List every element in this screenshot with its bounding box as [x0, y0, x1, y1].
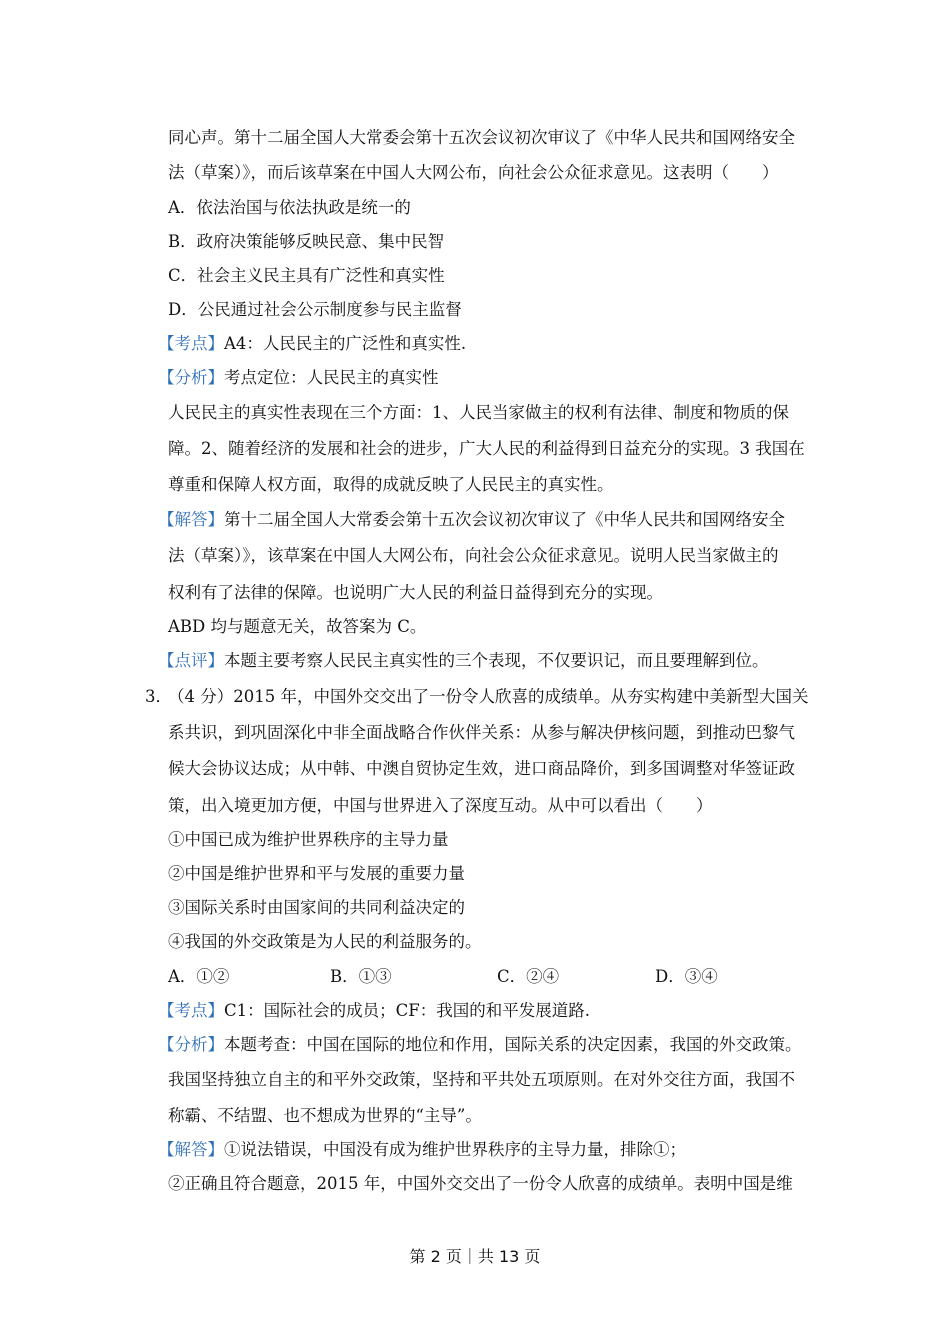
q3-fenxi-line-2: 我国坚持独立自主的和平外交政策，坚持和平共处五项原则。在对外交往方面，我国不 — [168, 1070, 795, 1089]
q3-kaodian — [158, 1000, 590, 1022]
q3-fenxi-line-3: 称霸、不结盟、也不想成为世界的“主导”。 — [168, 1106, 482, 1125]
q3-choice-c: C．②④ — [497, 967, 560, 986]
fenxi-tag: 【分析】 — [158, 1035, 224, 1054]
fenxi-text: 考点定位：人民民主的真实性 — [224, 368, 439, 387]
q2-jieda-line-3: 权利有了法律的保障。也说明广大人民的利益日益得到充分的实现。 — [168, 583, 663, 602]
q3-item-2: ②中国是维护世界和平与发展的重要力量 — [168, 864, 465, 883]
q2-dianping — [158, 650, 769, 672]
q2-option-a: A．依法治国与依法执政是统一的 — [168, 198, 411, 217]
q3-stem-line-1: （4 分）2015 年，中国外交交出了一份令人欣喜的成绩单。从夯实构建中美新型大国关 — [168, 687, 809, 706]
kaodian-text: C1：国际社会的成员；CF：我国的和平发展道路. — [224, 1001, 590, 1020]
q3-stem-line-4: 策，出入境更加方便，中国与世界进入了深度互动。从中可以看出（ ） — [168, 796, 713, 815]
q2-fenxi-line-3: 障。2、随着经济的发展和社会的进步，广大人民的利益得到日益充分的实现。3 我国在 — [168, 439, 805, 458]
dianping-tag: 【点评】 — [158, 651, 224, 670]
q3-jieda-line-2: ②正确且符合题意，2015 年，中国外交交出了一份令人欣喜的成绩单。表明中国是维 — [168, 1174, 793, 1193]
dianping-text: 本题主要考察人民民主真实性的三个表现，不仅要识记，而且要理解到位。 — [224, 651, 769, 670]
q2-kaodian — [158, 333, 466, 355]
kaodian-tag: 【考点】 — [158, 1001, 224, 1020]
q3-choice-d: D．③④ — [655, 967, 718, 986]
fenxi-text: 本题考查：中国在国际的地位和作用，国际关系的决定因素，我国的外交政策。 — [224, 1035, 802, 1054]
q2-stem-line-1: 同心声。第十二届全国人大常委会第十五次会议初次审议了《中华人民共和国网络安全 — [168, 128, 795, 147]
kaodian-tag: 【考点】 — [158, 334, 224, 353]
q2-fenxi-line-2: 人民民主的真实性表现在三个方面：1、人民当家做主的权利有法律、制度和物质的保 — [168, 403, 789, 422]
fenxi-tag: 【分析】 — [158, 368, 224, 387]
jieda-text: 第十二届全国人大常委会第十五次会议初次审议了《中华人民共和国网络安全 — [224, 510, 785, 529]
q2-jieda-line-4: ABD 均与题意无关，故答案为 C。 — [168, 617, 427, 636]
jieda-tag: 【解答】 — [158, 510, 224, 529]
q2-fenxi — [158, 367, 439, 389]
page-footer: 第 2 页｜共 13 页 — [409, 1247, 541, 1266]
jieda-text: ①说法错误，中国没有成为维护世界秩序的主导力量，排除①； — [224, 1140, 686, 1159]
q2-fenxi-line-4: 尊重和保障人权方面，取得的成就反映了人民民主的真实性。 — [168, 475, 614, 494]
q2-option-d: D．公民通过社会公示制度参与民主监督 — [168, 300, 462, 319]
q2-stem-line-2: 法（草案）》，而后该草案在中国人大网公布，向社会公众征求意见。这表明（ ） — [168, 163, 779, 182]
kaodian-text: A4：人民民主的广泛性和真实性. — [224, 334, 467, 353]
q2-option-b: B．政府决策能够反映民意、集中民智 — [168, 232, 445, 251]
q2-option-c: C．社会主义民主具有广泛性和真实性 — [168, 266, 445, 285]
q3-stem-line-2: 系共识，到巩固深化中非全面战略合作伙伴关系：从参与解决伊核问题，到推动巴黎气 — [168, 723, 795, 742]
q3-fenxi — [158, 1034, 802, 1056]
q3-item-3: ③国际关系时由国家间的共同利益决定的 — [168, 898, 465, 917]
q3-jieda — [158, 1139, 686, 1161]
q3-choice-b: B．①③ — [330, 967, 392, 986]
jieda-tag: 【解答】 — [158, 1140, 224, 1159]
q2-jieda-line-2: 法（草案）》，该草案在中国人大网公布，向社会公众征求意见。说明人民当家做主的 — [168, 546, 779, 565]
q2-jieda — [158, 509, 785, 531]
q3-number: 3． — [145, 687, 172, 706]
q3-choice-a: A．①② — [168, 967, 230, 986]
q3-item-1: ①中国已成为维护世界秩序的主导力量 — [168, 830, 449, 849]
q3-stem-line-3: 候大会协议达成；从中韩、中澳自贸协定生效，进口商品降价，到多国调整对华签证政 — [168, 759, 795, 778]
q3-item-4: ④我国的外交政策是为人民的利益服务的。 — [168, 932, 482, 951]
